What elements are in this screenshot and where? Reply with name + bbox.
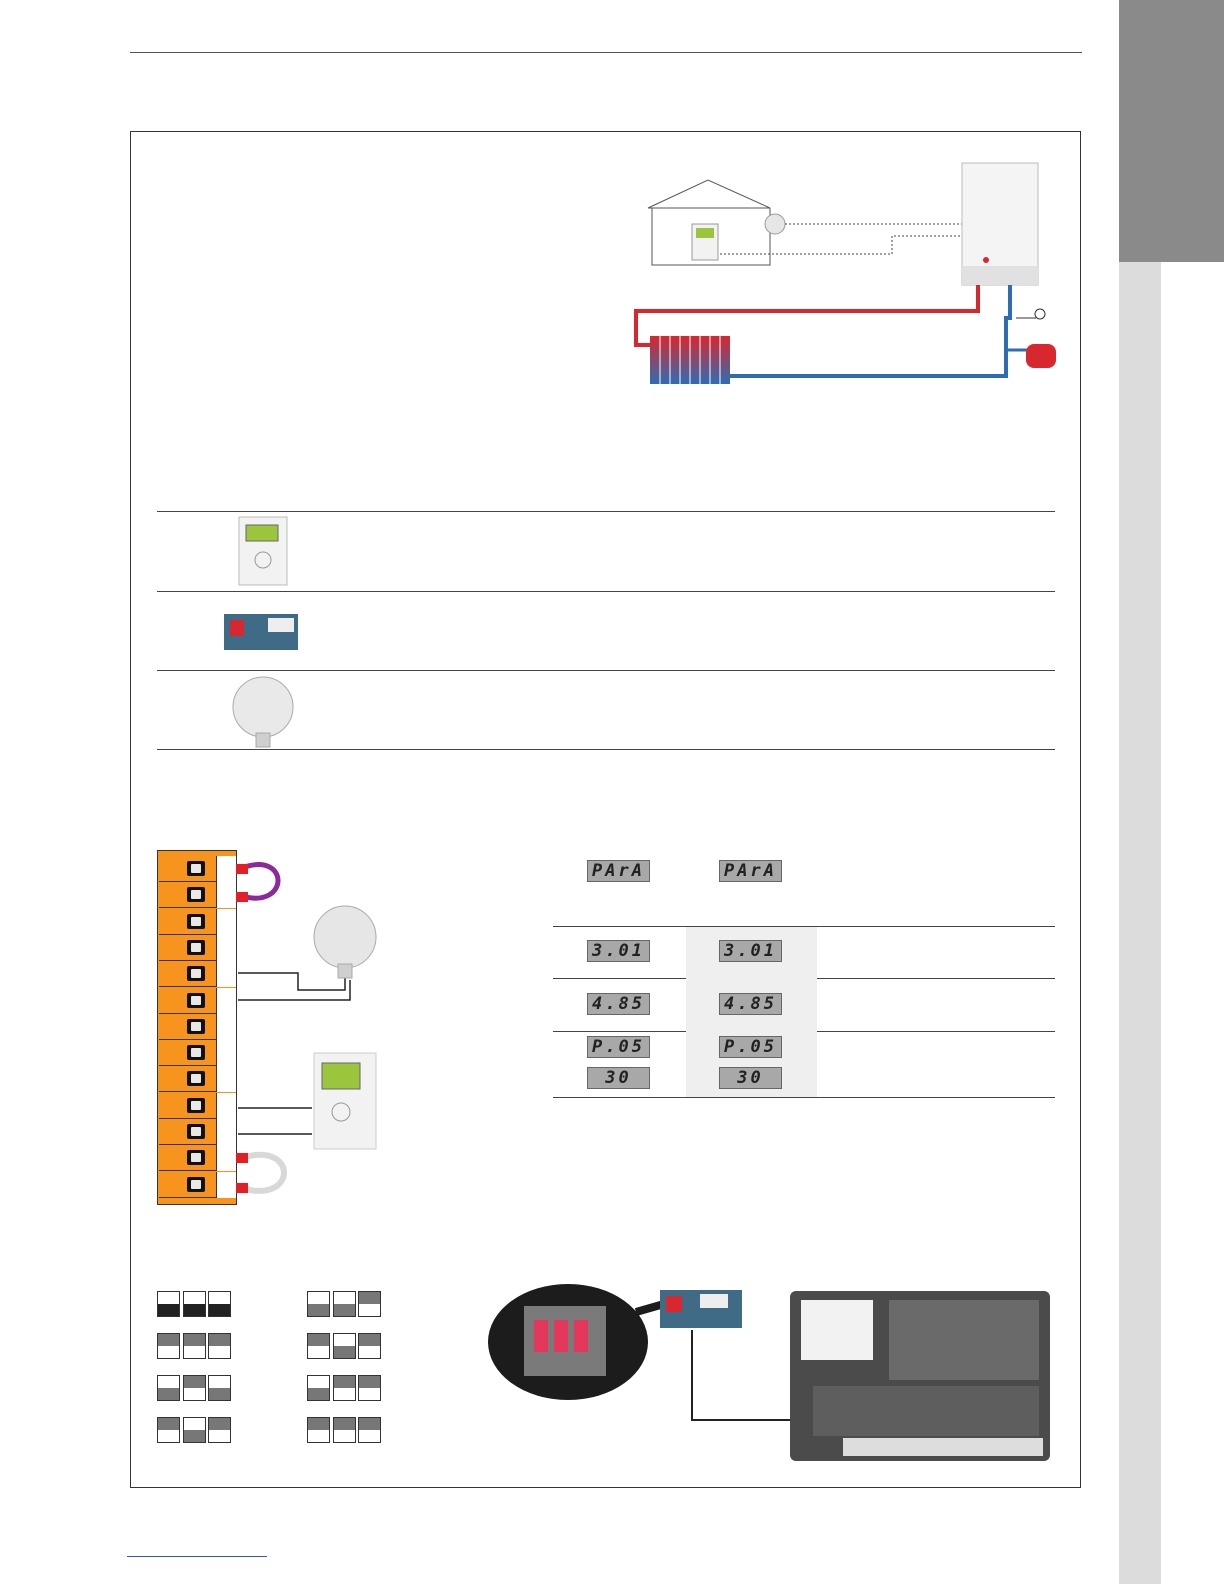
dip-switch [307,1417,330,1443]
outdoor-sensor-wired-icon [314,906,376,978]
dip-switch [208,1333,231,1359]
lcd-display: 30 [587,1067,650,1089]
row-divider [157,749,1055,750]
dip-switch [157,1291,180,1317]
terminal-screw-icon [187,1177,205,1192]
terminal-screw-icon [187,1098,205,1113]
boiler-icon [962,163,1038,285]
bridge-wire [242,1155,284,1191]
outdoor-sensor-mini-icon [765,214,785,234]
row-divider [157,670,1055,671]
lcd-display: PArA [719,860,782,882]
lcd-display: P.05 [587,1036,650,1058]
dip-switch [307,1375,330,1401]
lcd-display: 3.01 [719,940,782,962]
terminal-screw-icon [187,887,205,902]
lcd-display: 3.01 [587,940,650,962]
row-divider [157,511,1055,512]
dip-switch [333,1291,356,1317]
terminal-10 [159,1093,236,1119]
outdoor-sensor-icon [228,673,298,749]
terminal-6 [159,988,236,1014]
terminal-11 [159,1119,236,1145]
terminal-screw-icon [187,1124,205,1139]
safety-valve-icon [1016,309,1045,319]
terminal-1 [159,856,236,882]
dip-switch [208,1291,231,1317]
row-divider [157,591,1055,592]
expansion-vessel-icon [1026,344,1056,368]
footer-link[interactable] [127,1556,267,1557]
dip-switch [157,1333,180,1359]
dip-switch [208,1375,231,1401]
dip-switch [333,1333,356,1359]
terminal-2 [159,882,236,908]
radiator-icon [650,336,730,384]
dip-switch [183,1417,206,1443]
control-module-icon [222,606,300,652]
boiler-control-board-icon [789,1290,1051,1462]
param-divider [553,1097,1055,1098]
dip-switch [307,1333,330,1359]
room-thermostat-wired-icon [314,1053,376,1149]
terminal-screw-icon [187,966,205,981]
lcd-display: 4.85 [719,993,782,1015]
terminal-screw-icon [187,1071,205,1086]
dip-switch [157,1375,180,1401]
terminal-13 [159,1172,236,1198]
dip-switch [208,1417,231,1443]
top-rule [130,52,1082,53]
dip-switch [183,1375,206,1401]
dip-switch [183,1333,206,1359]
terminal-screw-icon [187,861,205,876]
terminal-5 [159,961,236,987]
side-tab-light [1119,262,1161,1584]
terminal-screw-icon [187,914,205,929]
terminal-9 [159,1066,236,1092]
terminal-screw-icon [187,940,205,955]
side-tab-dark [1119,0,1224,262]
dip-switch [358,1291,381,1317]
terminal-12 [159,1145,236,1171]
terminal-8 [159,1040,236,1066]
terminal-screw-icon [187,1045,205,1060]
dip-switch [307,1291,330,1317]
lcd-display: PArA [587,860,650,882]
dip-switch [333,1375,356,1401]
room-thermostat-icon [238,516,288,586]
terminal-screw-icon [187,993,205,1008]
wiring-diagram [230,850,390,1210]
side-tab-white [1161,262,1224,1584]
terminal-4 [159,935,236,961]
terminal-3 [159,909,236,935]
lcd-display: 4.85 [587,993,650,1015]
dip-switch [157,1417,180,1443]
lcd-display: P.05 [719,1036,782,1058]
dip-switch [333,1417,356,1443]
terminal-7 [159,1014,236,1040]
terminal-screw-icon [187,1019,205,1034]
dip-switch [358,1417,381,1443]
lcd-display: 30 [719,1067,782,1089]
dip-switch [358,1375,381,1401]
dip-switch [183,1291,206,1317]
installation-diagram [630,158,1060,394]
dip-switch [358,1333,381,1359]
terminal-screw-icon [187,1150,205,1165]
